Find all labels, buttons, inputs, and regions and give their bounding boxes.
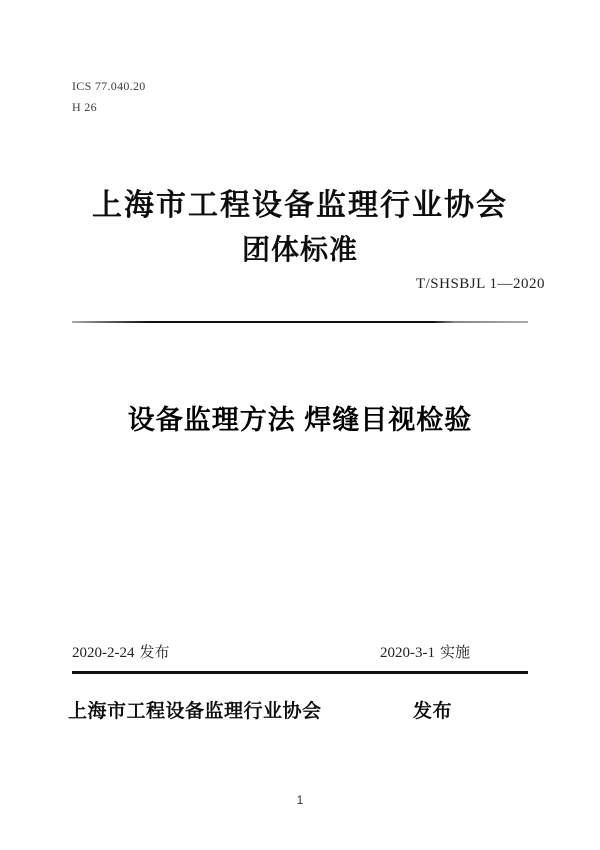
ics-code: ICS 77.040.20: [72, 79, 146, 93]
association-title: 上海市工程设备监理行业协会: [92, 189, 508, 222]
dates-row: [72, 641, 528, 662]
release-date: 2020-2-24: [72, 645, 135, 661]
standard-number: T/SHSBJL 1—2020: [415, 276, 545, 292]
implementation-date-line: [380, 641, 470, 662]
page-number: 1: [296, 793, 304, 807]
publish-label: 发布: [412, 701, 452, 722]
implementation-label: 实施: [439, 645, 470, 661]
implementation-date: 2020-3-1: [379, 645, 435, 661]
top-divider-rule: [72, 321, 528, 323]
ics-classification-block: [72, 76, 146, 118]
release-label: 发布: [139, 645, 170, 661]
document-title: 设备监理方法 焊缝目视检验: [127, 405, 473, 435]
release-date-line: [72, 641, 170, 662]
bottom-divider-rule: [72, 671, 528, 674]
classification-code: H 26: [72, 100, 97, 114]
publisher-row: [68, 696, 528, 723]
publisher-name: 上海市工程设备监理行业协会: [68, 701, 322, 722]
standard-type-title: 团体标准: [241, 235, 358, 266]
